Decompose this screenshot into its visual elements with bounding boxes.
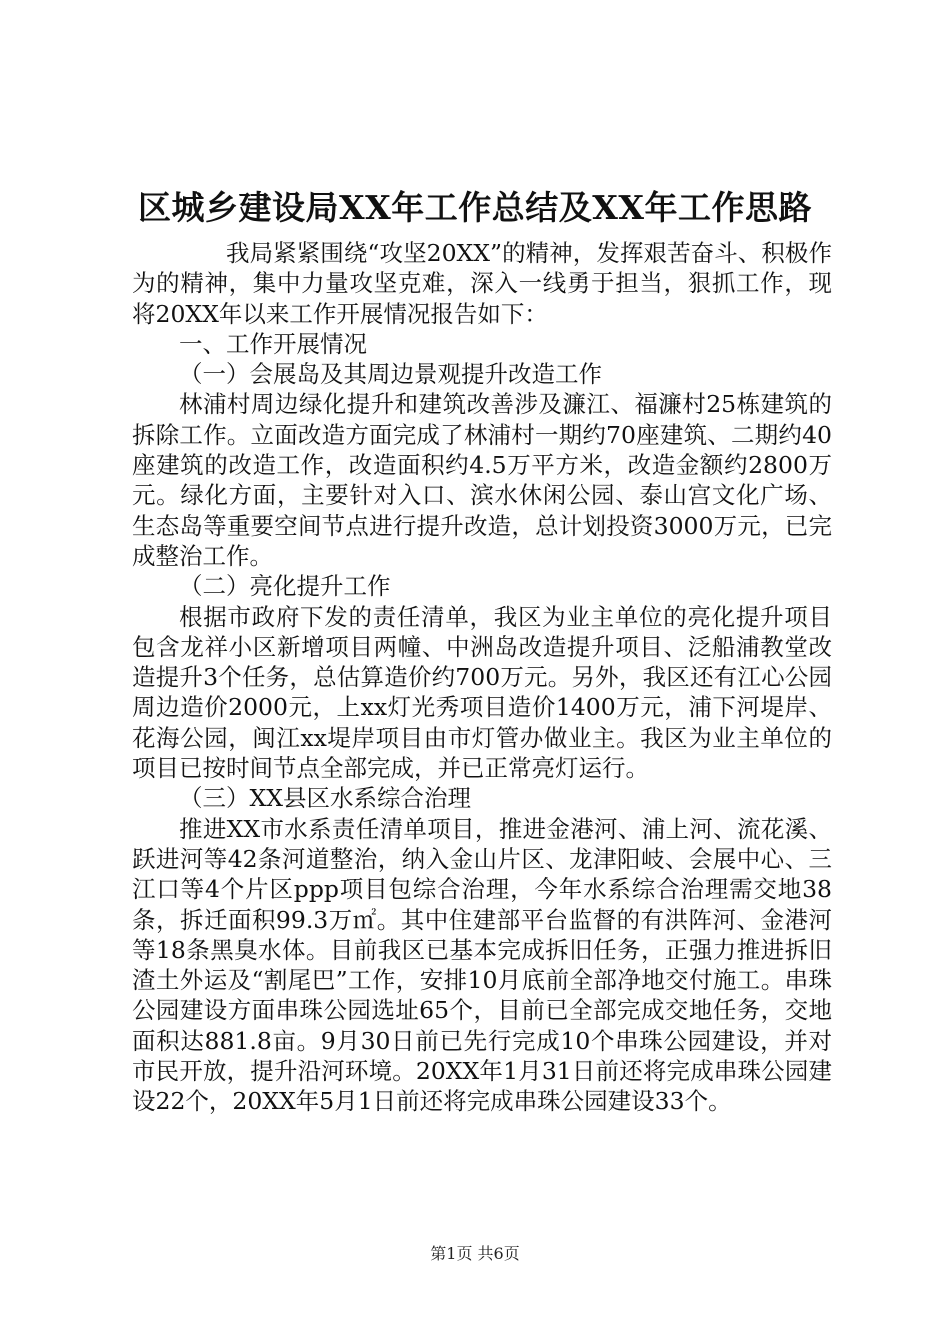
body-paragraph: 推进XX市水系责任清单项目，推进金港河、浦上河、流花溪、跃进河等42条河道整治，纳入金山片区、龙津阳岐、会展中心、三江口等4个片区ppp项目包综合治理，今年水系综合治理需交地38条，拆迁面积99.3万㎡。其中住建部平台监督的有洪阵河、金港河等18条黑臭水体。目前我区已基本完成拆旧任务，正强力推进拆旧渣土外运及“割尾巴”工作，安排10月底前全部净地交付施工。串珠公园建设方面串珠公园选址65个，目前已全部完成交地任务，交地面积达881.8亩。9月30日前已先行完成10个串珠公园建设，并对市民开放，提升沿河环境。20XX年1月31日前还将完成串珠公园建设22个，20XX年5月1日前还将完成串珠公园建设33个。 <box>132 814 832 1116</box>
intro-paragraph: 我局紧紧围绕“攻坚20XX”的精神，发挥艰苦奋斗、积极作为的精神，集中力量攻坚克难，深入一线勇于担当，狠抓工作，现将20XX年以来工作开展情况报告如下： <box>132 239 832 328</box>
subsection-heading: （二）亮化提升工作 <box>179 572 391 601</box>
subsection-heading: （一）会展岛及其周边景观提升改造工作 <box>179 360 602 389</box>
document-body <box>132 238 832 1117</box>
body-paragraph: 林浦村周边绿化提升和建筑改善涉及濂江、福濂村25栋建筑的拆除工作。立面改造方面完成了林浦村一期约70座建筑、二期约40座建筑的改造工作，改造面积约4.5万平方米，改造金额约2800万元。绿化方面，主要针对入口、滨水休闲公园、泰山宫文化广场、生态岛等重要空间节点进行提升改造，总计划投资3000万元，已完成整治工作。 <box>132 390 832 570</box>
document-title: 区城乡建设局XX年工作总结及XX年工作思路 <box>138 188 812 227</box>
subsection-heading: （三）XX县区水系综合治理 <box>179 784 471 813</box>
body-paragraph: 根据市政府下发的责任清单，我区为业主单位的亮化提升项目包含龙祥小区新增项目两幢、中洲岛改造提升项目、泛船浦教堂改造提升3个任务，总估算造价约700万元。另外，我区还有江心公园周边造价2000元，上xx灯光秀项目造价1400万元，浦下河堤岸、花海公园，闽江xx堤岸项目由市灯管办做业主。我区为业主单位的项目已按时间节点全部完成，并已正常亮灯运行。 <box>132 602 832 783</box>
section-heading: 一、工作开展情况 <box>179 329 367 358</box>
page-footer: 第1页 共6页 <box>430 1244 520 1263</box>
